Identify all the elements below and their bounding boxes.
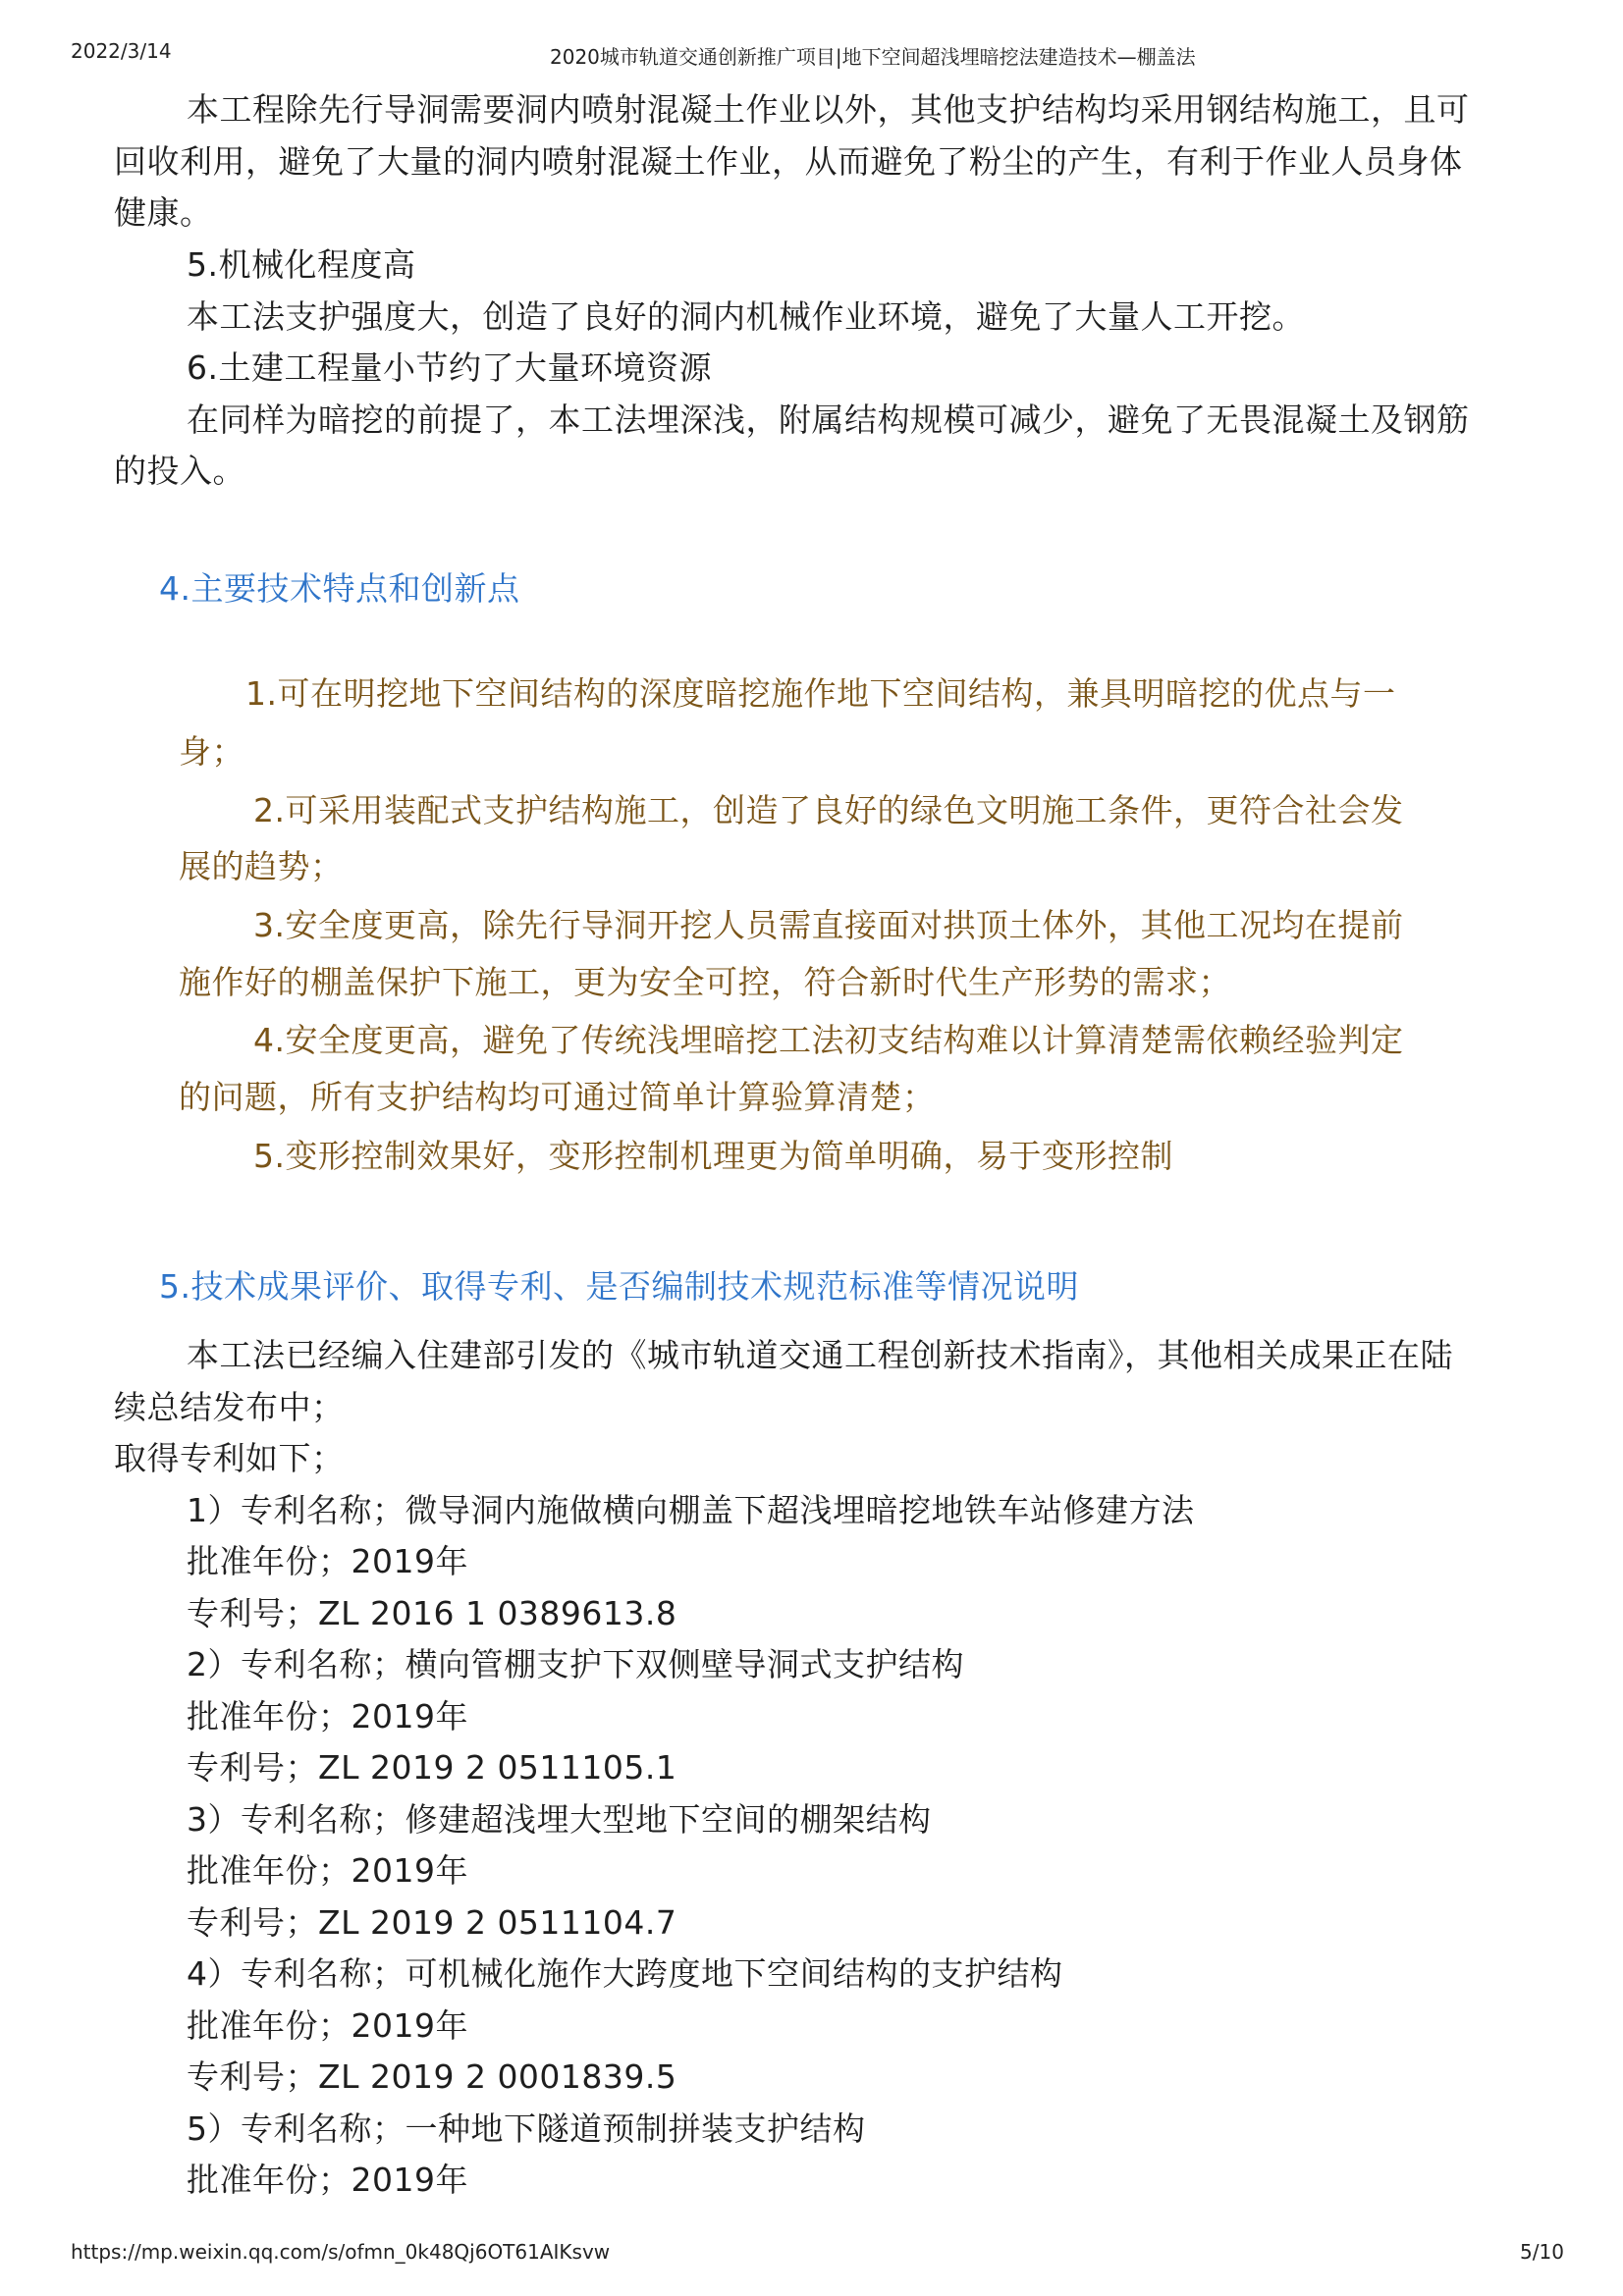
patent-2-name: 2）专利名称；横向管棚支护下双侧壁导洞式支护结构	[187, 1645, 964, 1683]
print-footer-url[interactable]: https://mp.weixin.qq.com/s/ofmn_0k48Qj6OT61AIKsvw	[71, 2240, 611, 2264]
section5-intro-line1: 本工法已经编入住建部引发的《城市轨道交通工程创新技术指南》，其他相关成果正在陆	[187, 1336, 1453, 1374]
section5-heading: 5.技术成果评价、取得专利、是否编制技术规范标准等情况说明	[159, 1267, 1079, 1306]
item6-title: 6.土建工程量小节约了大量环境资源	[187, 348, 712, 387]
intro-para1-line3: 健康。	[114, 193, 213, 232]
feature-3-line2: 施作好的棚盖保护下施工，更为安全可控，符合新时代生产形势的需求；	[179, 963, 1231, 1001]
patent-3-name: 3）专利名称；修建超浅埋大型地下空间的棚架结构	[187, 1800, 932, 1839]
feature-4-line1: 4.安全度更高，避免了传统浅埋暗挖工法初支结构难以计算清楚需依赖经验判定	[253, 1021, 1404, 1059]
patent-1-year: 批准年份；2019年	[187, 1542, 468, 1580]
patent-3-number: 专利号；ZL 2019 2 0511104.7	[187, 1903, 677, 1942]
feature-2-line2: 展的趋势；	[179, 847, 344, 885]
print-title: 2020城市轨道交通创新推广项目|地下空间超浅埋暗挖法建造技术—棚盖法	[550, 45, 1196, 69]
patent-4-year: 批准年份；2019年	[187, 2006, 468, 2045]
feature-4-line2: 的问题，所有支护结构均可通过简单计算验算清楚；	[179, 1078, 936, 1116]
patent-2-year: 批准年份；2019年	[187, 1697, 468, 1735]
print-footer-page: 5/10	[1520, 2240, 1564, 2264]
feature-2-line1: 2.可采用装配式支护结构施工，创造了良好的绿色文明施工条件，更符合社会发	[253, 791, 1404, 829]
feature-5-line1: 5.变形控制效果好，变形控制机理更为简单明确，易于变形控制	[253, 1137, 1173, 1175]
patent-2-number: 专利号；ZL 2019 2 0511105.1	[187, 1748, 677, 1787]
patent-3-year: 批准年份；2019年	[187, 1851, 468, 1890]
patent-4-name: 4）专利名称；可机械化施作大跨度地下空间结构的支护结构	[187, 1954, 1063, 1993]
item6-body-line2: 的投入。	[114, 452, 245, 490]
section5-intro-line2: 续总结发布中；	[114, 1388, 345, 1426]
patent-5-year: 批准年份；2019年	[187, 2161, 468, 2199]
item6-body-line1: 在同样为暗挖的前提了，本工法埋深浅，附属结构规模可减少，避免了无畏混凝土及钢筋	[187, 400, 1470, 439]
intro-para1-line1: 本工程除先行导洞需要洞内喷射混凝土作业以外，其他支护结构均采用钢结构施工，且可	[187, 90, 1470, 129]
patents-intro: 取得专利如下；	[114, 1439, 345, 1477]
feature-3-line1: 3.安全度更高，除先行导洞开挖人员需直接面对拱顶土体外，其他工况均在提前	[253, 906, 1404, 944]
item5-body: 本工法支护强度大，创造了良好的洞内机械作业环境，避免了大量人工开挖。	[187, 297, 1305, 336]
feature-1-line2: 身；	[179, 732, 244, 771]
section4-heading: 4.主要技术特点和创新点	[159, 569, 520, 608]
patent-5-name: 5）专利名称；一种地下隧道预制拼装支护结构	[187, 2109, 866, 2148]
patent-1-name: 1）专利名称；微导洞内施做横向棚盖下超浅埋暗挖地铁车站修建方法	[187, 1491, 1195, 1529]
patent-1-number: 专利号；ZL 2016 1 0389613.8	[187, 1594, 677, 1632]
print-date: 2022/3/14	[71, 39, 172, 63]
patent-4-number: 专利号；ZL 2019 2 0001839.5	[187, 2057, 677, 2096]
item5-title: 5.机械化程度高	[187, 245, 416, 284]
intro-para1-line2: 回收利用，避免了大量的洞内喷射混凝土作业，从而避免了粉尘的产生，有利于作业人员身体	[114, 142, 1463, 181]
feature-1-line1: 1.可在明挖地下空间结构的深度暗挖施作地下空间结构，兼具明暗挖的优点与一	[245, 674, 1396, 713]
